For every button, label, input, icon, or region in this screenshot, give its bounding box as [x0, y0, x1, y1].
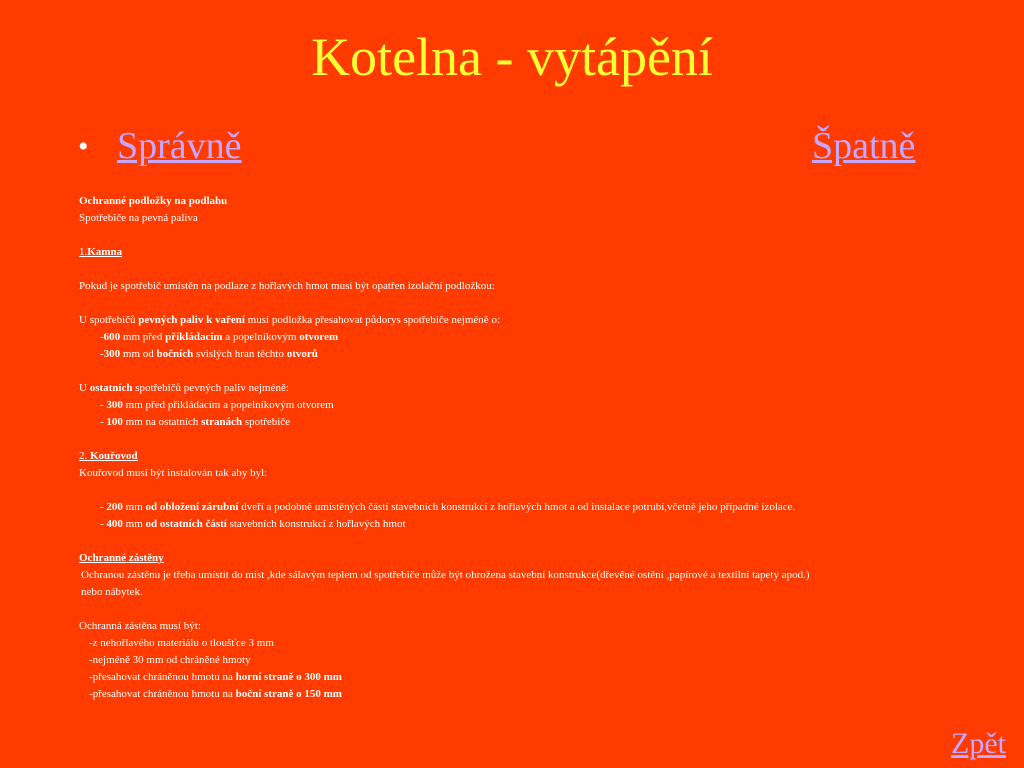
back-link[interactable]: Zpět: [951, 727, 1006, 760]
text-floor-requirement: Pokud je spotřebič umístěn na podlaze z hořlavých hmot musí být opatřen izolační podložkou:: [79, 280, 495, 292]
heading-stoves: 1.Kamna: [79, 246, 123, 258]
text-shield-requirements: Ochranná zástěna musí být:: [79, 620, 201, 632]
list-item: -300 mm od bočních svislých hran těchto otvorů: [100, 348, 318, 360]
text-cooking-stoves: U spotřebičů pevných paliv k vaření musí podložka přesahovat půdorys spotřebiče nejméně o:: [79, 314, 500, 326]
correct-link[interactable]: Správně: [117, 125, 242, 167]
list-item: -600 mm před přikládacím a popelníkovým otvorem: [100, 331, 339, 343]
bullet-icon: •: [78, 130, 89, 163]
list-item: -z nehořlavého materiálu o tloušťce 3 mm: [89, 637, 274, 649]
text-other-appliances: U ostatních spotřebičů pevných paliv nejméně:: [79, 382, 289, 394]
text-flue-installed: Kouřovod musí být instalován tak aby byl:: [79, 467, 268, 479]
heading-shields: Ochranné zástěny: [79, 552, 164, 564]
list-item: - 400 mm od ostatních částí stavebních konstrukcí z hořlavých hmot: [100, 518, 406, 530]
wrong-link[interactable]: Špatně: [812, 125, 916, 167]
heading-flue: 2. Kouřovod: [79, 450, 138, 462]
list-item: -přesahovat chráněnou hmotu na horní straně o 300 mm: [89, 671, 342, 683]
list-item: -nejméně 30 mm od chráněné hmoty: [89, 654, 251, 666]
list-item: - 300 mm před přikládacím a popelníkovým otvorem: [100, 399, 334, 411]
page-title: Kotelna - vytápění: [311, 27, 713, 87]
list-item: -přesahovat chráněnou hmotu na boční straně o 150 mm: [89, 688, 342, 700]
text-furniture: nebo nábytek.: [81, 586, 143, 598]
content-body: [79, 193, 979, 703]
text-shield-placement: Ochranou zástěnu je třeba umístit do míst ,kde sálavým teplem od spotřebiče může být ohrožena stavební konstrukce(dřevěné ostění ,papírové a textilní tapety apod.): [81, 569, 810, 581]
heading-protective-pads: Ochranné podložky na podlahu: [79, 195, 228, 207]
list-item: - 200 mm od obložení zárubní dveří a podobně umístěných částí stavebních konstrukcí z hořlavých hmot a od instalace potrubí,včetně jeho případné izolace.: [100, 501, 796, 513]
text-solid-fuel: Spotřebiče na pevná paliva: [79, 212, 198, 224]
list-item: - 100 mm na ostatních stranách spotřebiče: [100, 416, 291, 428]
